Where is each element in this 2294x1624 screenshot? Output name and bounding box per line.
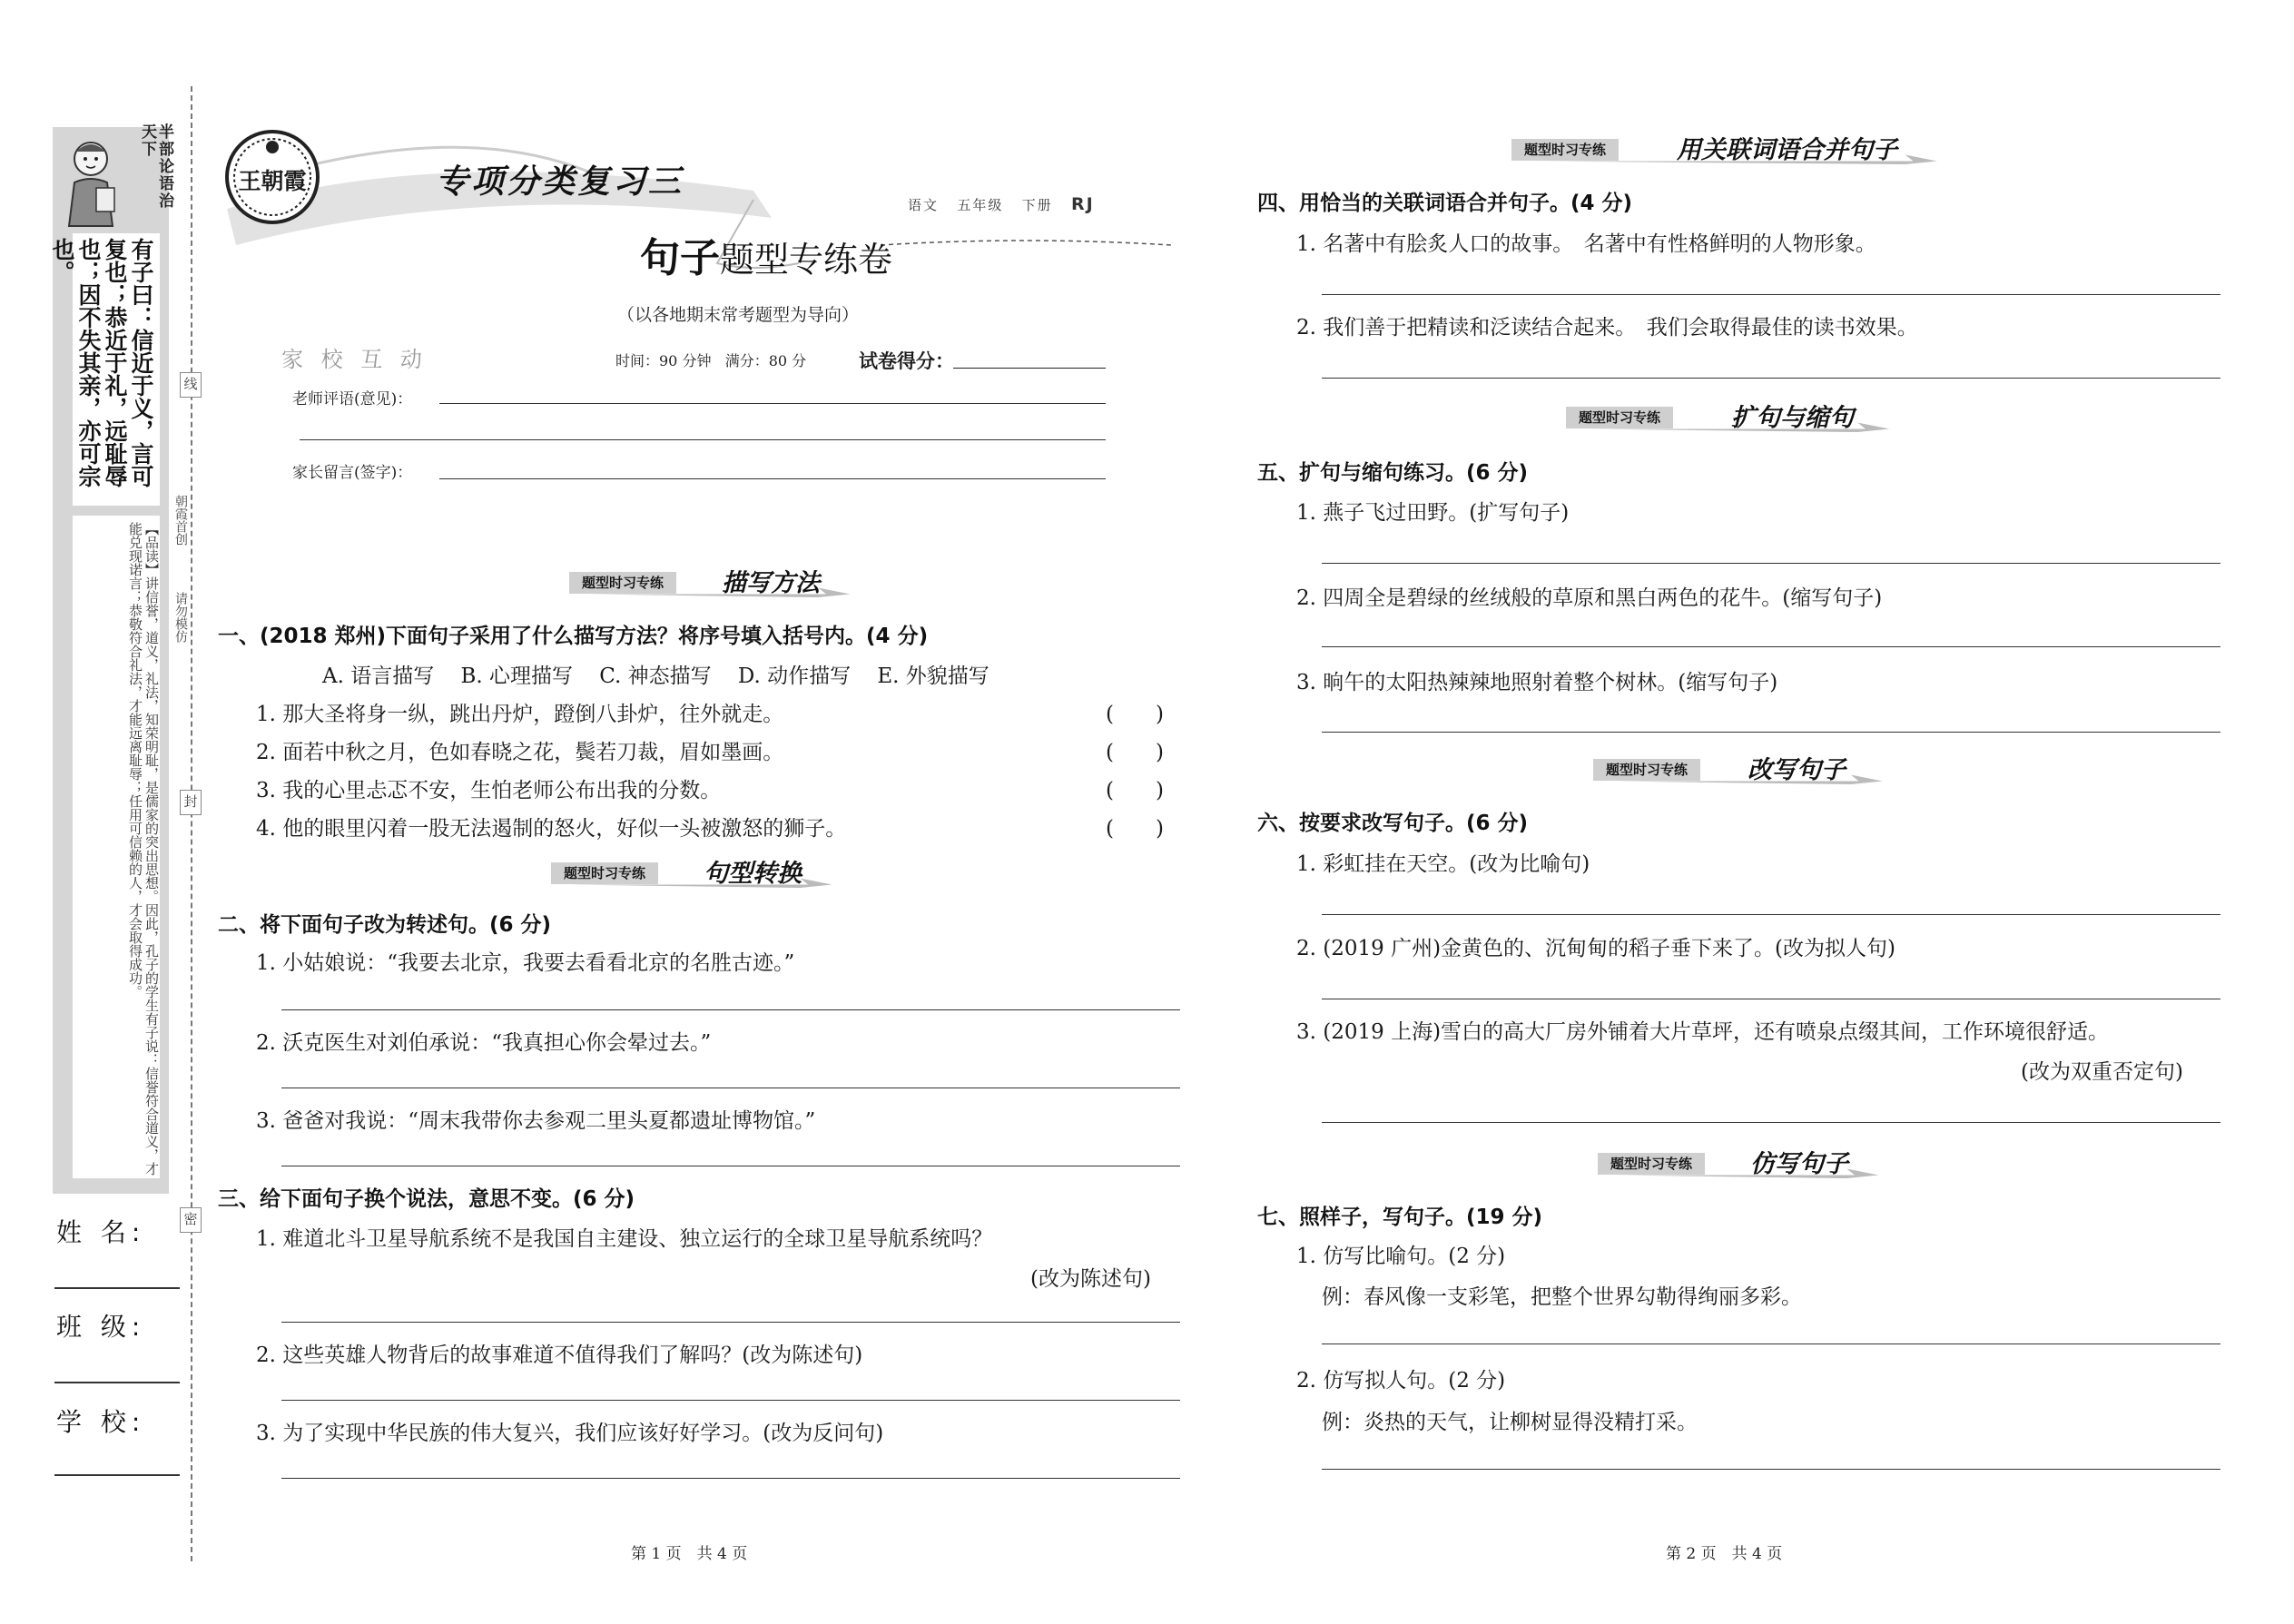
q5-answer-line-2[interactable] (1322, 646, 2220, 647)
binding-cut-line (191, 86, 192, 1561)
q3-item-1-note: (改为陈述句) (1030, 1267, 1151, 1291)
term-tag: 下册 (1021, 197, 1053, 213)
school-field[interactable] (54, 1474, 180, 1476)
q6-answer-line-3[interactable] (1322, 1122, 2220, 1123)
time-limit: 时间：90 分钟 (615, 352, 712, 369)
parent-comment-field[interactable] (439, 478, 1106, 479)
q4-item-2: 2. 我们善于把精读和泛读结合起来。 我们会取得最佳的读书效果。 (1296, 316, 1918, 340)
q4-item-1: 1. 名著中有脍炙人口的故事。 名著中有性格鲜明的人物形象。 (1296, 232, 1876, 256)
q1-item-4: 4. 他的眼里闪着一股无法遏制的怒火，好似一头被激怒的狮子。 (256, 817, 847, 841)
banner-arrow-icon (551, 875, 851, 888)
section-banner-expand-shrink (1566, 399, 1911, 436)
q5-item-3: 3. 晌午的太阳热辣辣地照射着整个树林。(缩写句子) (1296, 671, 1778, 694)
teacher-comment-label: 老师评语(意见)： (292, 390, 413, 408)
score-label: 试卷得分： (859, 350, 954, 372)
subject-tag: 语文 (908, 197, 940, 213)
banner-tag: 题型时习专练 (1593, 759, 1700, 781)
home-school-tag: 家 校 互 动 (281, 347, 428, 372)
score-field[interactable] (953, 368, 1106, 369)
banner-arrow-icon (1593, 772, 1902, 784)
q6-item-1: 1. 彩虹挂在天空。(改为比喻句) (1296, 852, 1590, 876)
question-6-heading: 六、按要求改写句子。(6 分) (1257, 812, 1529, 835)
edition-tag: RJ (1070, 194, 1095, 214)
scholar-illustration (56, 132, 125, 230)
q1-answer-2[interactable]: ( ) (1106, 741, 1164, 764)
banner-tag: 题型时习专练 (1598, 1153, 1705, 1175)
exam-guide: （以各地期末常考题型为导向） (617, 305, 860, 325)
teacher-comment-field-2[interactable] (300, 439, 1106, 440)
q3-answer-line-1[interactable] (281, 1322, 1180, 1323)
parent-comment-label: 家长留言(签字)： (292, 464, 413, 482)
q7-answer-line-2[interactable] (1322, 1469, 2220, 1470)
section-banner-conjunctions (1511, 132, 1965, 168)
cut-mark-seal: 封 (180, 790, 202, 815)
banner-arrow-icon (1511, 152, 1965, 164)
section-banner-sentence-conversion (551, 855, 851, 891)
q5-item-2: 2. 四周全是碧绿的丝绒般的草原和黑白两色的花牛。(缩写句子) (1296, 586, 1883, 610)
subtitle-rest: 题型专练卷 (720, 240, 893, 280)
q3-item-3: 3. 为了实现中华民族的伟大复兴，我们应该好好学习。(改为反问句) (256, 1422, 884, 1445)
banner-title: 扩句与缩句 (1731, 404, 1854, 432)
question-7-heading: 七、照样子，写句子。(19 分) (1257, 1206, 1543, 1229)
q2-item-3: 3. 爸爸对我说：“周末我带你去参观二里头夏都遗址博物馆。” (256, 1109, 816, 1133)
exam-time (615, 349, 806, 370)
page-title: 专项分类复习三 (436, 163, 684, 201)
confucius-quote: 有子曰：信近于义，言可复也；恭近于礼，远耻辱也；因不失其亲，亦可宗也。 (49, 238, 154, 487)
q2-item-2: 2. 沃克医生对刘伯承说：“我真担心你会晕过去。” (256, 1031, 712, 1055)
q1-answer-1[interactable]: ( ) (1106, 703, 1164, 726)
q4-answer-line-2[interactable] (1322, 378, 2220, 379)
q2-item-1: 1. 小姑娘说：“我要去北京，我要去看看北京的名胜古迹。” (256, 951, 795, 975)
q1-answer-4[interactable]: ( ) (1106, 817, 1164, 841)
question-3-heading: 三、给下面句子换个说法，意思不变。(6 分) (218, 1187, 635, 1211)
paper-subtitle (640, 225, 892, 283)
banner-tag: 题型时习专练 (551, 862, 658, 884)
q7-example-1: 例：春风像一支彩笔，把整个世界勾勒得绚丽多彩。 (1322, 1285, 1802, 1309)
q1-item-3: 3. 我的心里忐忑不安，生怕老师公布出我的分数。 (256, 779, 722, 802)
banner-tag: 题型时习专练 (1511, 139, 1619, 161)
banner-title: 句型转换 (704, 860, 802, 888)
q7-item-1: 1. 仿写比喻句。(2 分) (1296, 1245, 1506, 1268)
q3-item-2: 2. 这些英雄人物背后的故事难道不值得我们了解吗？(改为陈述句) (256, 1343, 863, 1367)
paper-meta (908, 194, 1095, 214)
banner-title: 改写句子 (1748, 756, 1846, 784)
q1-item-2: 2. 面若中秋之月，色如春晓之花，鬓若刀裁，眉如墨画。 (256, 741, 784, 764)
q7-answer-line-1[interactable] (1322, 1343, 2220, 1344)
subtitle-prefix: 句子 (640, 235, 720, 281)
name-field[interactable] (54, 1287, 180, 1289)
quote-commentary: 【品读】讲信誉，道义，礼法，知荣明耻，是儒家的突出思想。因此，孔子的学生有子说：信誉符合道义，才能兑现诺言；恭敬符合礼法，才能远离耻辱；任用可信赖的人，才会取得成功。 (127, 522, 160, 1176)
section-banner-description (569, 565, 869, 601)
q3-answer-line-3[interactable] (281, 1478, 1180, 1479)
brand-logo-text: 王朝霞 (238, 168, 307, 194)
cut-mark-line: 线 (180, 372, 202, 398)
q3-answer-line-2[interactable] (281, 1400, 1180, 1401)
banner-tag: 题型时习专练 (569, 572, 676, 594)
q6-item-3-note: (改为双重否定句) (2021, 1060, 2183, 1084)
teacher-comment-field[interactable] (439, 403, 1106, 404)
class-label: 班 级: (56, 1312, 146, 1342)
q6-item-3: 3. (2019 上海)雪白的高大厂房外铺着大片草坪，还有喷泉点缀其间，工作环境很舒适。 (1296, 1020, 2110, 1044)
q1-item-1: 1. 那大圣将身一纵，跳出丹炉，蹬倒八卦炉，往外就走。 (256, 703, 784, 726)
banner-arrow-icon (569, 585, 869, 597)
page-number-1: 第 1 页 共 4 页 (631, 1545, 748, 1563)
class-field[interactable] (54, 1382, 180, 1383)
q6-item-2: 2. (2019 广州)金黄色的、沉甸甸的稻子垂下来了。(改为拟人句) (1296, 937, 1895, 960)
cut-mark-secret: 密 (180, 1207, 202, 1233)
section-banner-rewrite (1593, 752, 1902, 788)
q3-item-1: 1. 难道北斗卫星导航系统不是我国自主建设、独立运行的全球卫星导航系统吗？ (256, 1227, 993, 1251)
side-note-no-copy: 请勿模仿 (173, 592, 188, 643)
section-banner-imitation (1598, 1146, 1897, 1182)
q1-answer-3[interactable]: ( ) (1106, 779, 1164, 802)
series-title: 半部论语治天下 (138, 123, 173, 210)
school-label: 学 校: (56, 1407, 146, 1437)
question-1-options: A. 语言描写 B. 心理描写 C. 神态描写 D. 动作描写 E. 外貌描写 (322, 664, 989, 688)
question-1-heading: 一、(2018 郑州)下面句子采用了什么描写方法？将序号填入括号内。(4 分) (218, 625, 929, 648)
full-score: 满分：80 分 (724, 352, 807, 369)
q5-answer-line-1[interactable] (1322, 563, 2220, 564)
name-label: 姓 名: (56, 1217, 146, 1247)
q7-example-2: 例：炎热的天气，让柳树显得没精打采。 (1322, 1411, 1698, 1434)
brand-logo (222, 127, 322, 227)
q4-answer-line-1[interactable] (1322, 294, 2220, 295)
banner-tag: 题型时习专练 (1566, 407, 1673, 428)
q5-item-1: 1. 燕子飞过田野。(扩写句子) (1296, 501, 1570, 525)
question-2-heading: 二、将下面句子改为转述句。(6 分) (218, 913, 552, 937)
q5-answer-line-3[interactable] (1322, 732, 2220, 733)
banner-title: 仿写句子 (1750, 1150, 1848, 1178)
q7-item-2: 2. 仿写拟人句。(2 分) (1296, 1369, 1506, 1393)
q6-answer-line-1[interactable] (1322, 914, 2220, 915)
grade-tag: 五年级 (957, 197, 1004, 213)
question-4-heading: 四、用恰当的关联词语合并句子。(4 分) (1257, 192, 1633, 215)
banner-title: 描写方法 (722, 569, 820, 597)
question-5-heading: 五、扩句与缩句练习。(6 分) (1257, 461, 1529, 485)
page-number-2: 第 2 页 共 4 页 (1666, 1545, 1783, 1563)
banner-arrow-icon (1566, 419, 1911, 432)
q2-answer-line-1[interactable] (281, 1009, 1180, 1010)
banner-arrow-icon (1598, 1166, 1897, 1178)
side-note-original: 朝霞首创 (173, 495, 188, 546)
banner-title: 用关联词语合并句子 (1677, 136, 1897, 164)
